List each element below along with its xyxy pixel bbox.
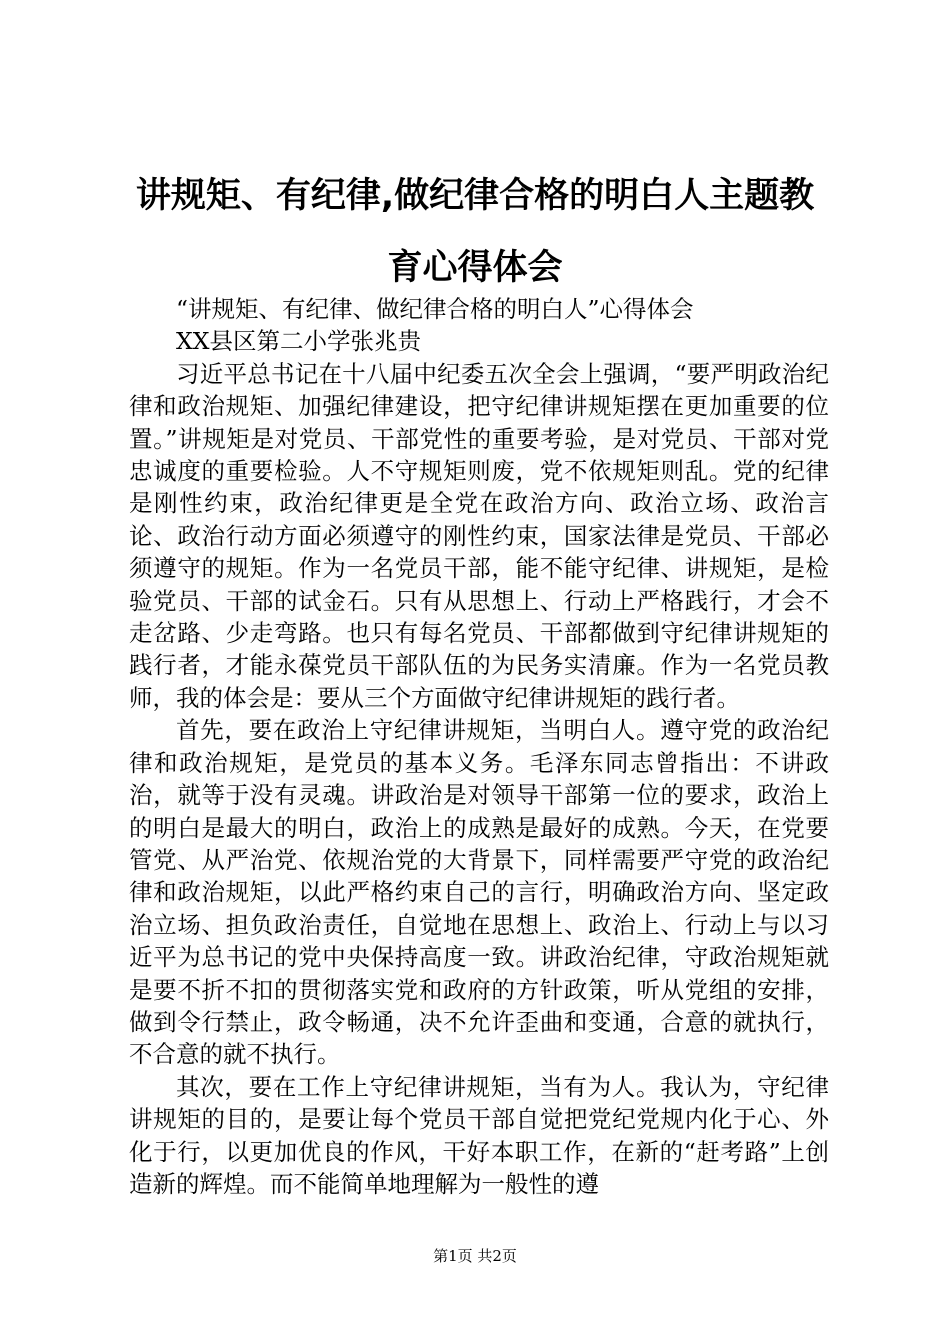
document-title: 讲规矩、有纪律,做纪律合格的明白人主题教育心得体会 xyxy=(135,176,815,288)
body-paragraph: 习近平总书记在十八届中纪委五次全会上强调，“要严明政治纪律和政治规矩、加强纪律建设，把守纪律讲规矩摆在更加重要的位置。”讲规矩是对党员、干部党性的重要考验，是对党员、干部对党忠诚度的重要检验。人不守规矩则废，党不依规矩则乱。党的纪律是刚性约束，政治纪律更是全党在政治方向、政治立场、政治言论、政治行动方面必须遵守的刚性约束，国家法律是党员、干部必须遵守的规矩。作为一名党员干部，能不能守纪律、讲规矩，是检验党员、干部的试金石。只有从思想上、行动上严格践行，才会不走岔路、少走弯路。也只有每名党员、干部都做到守纪律讲规矩的践行者，才能永葆党员干部队伍的为民务实清廉。作为一名党员教师，我的体会是：要从三个方面做守纪律讲规矩的践行者。 xyxy=(129,359,829,712)
document-body xyxy=(129,293,829,1200)
document-subtitle: “讲规矩、有纪律、做纪律合格的明白人”心得体会 xyxy=(176,295,694,323)
page-footer xyxy=(0,1246,950,1266)
body-paragraph: 其次，要在工作上守纪律讲规矩，当有为人。我认为，守纪律讲规矩的目的，是要让每个党员干部自觉把党纪党规内化于心、外化于行，以更加优良的作风，干好本职工作，在新的“赶考路”上创造新的辉煌。而不能简单地理解为一般性的遵 xyxy=(129,1072,829,1198)
author-line: XX县区第二小学张兆贵 xyxy=(176,327,421,356)
page-number: 第1页 共2页 xyxy=(433,1247,517,1265)
body-paragraph: 首先，要在政治上守纪律讲规矩，当明白人。遵守党的政治纪律和政治规矩，是党员的基本义务。毛泽东同志曾指出：不讲政治，就等于没有灵魂。讲政治是对领导干部第一位的要求，政治上的明白是最大的明白，政治上的成熟是最好的成熟。今天，在党要管党、从严治党、依规治党的大背景下，同样需要严守党的政治纪律和政治规矩，以此严格约束自己的言行，明确政治方向、坚定政治立场、担负政治责任，自觉地在思想上、政治上、行动上与以习近平为总书记的党中央保持高度一致。讲政治纪律，守政治规矩就是要不折不扣的贯彻落实党和政府的方针政策，听从党组的安排，做到令行禁止，政令畅通，决不允许歪曲和变通，合意的就执行，不合意的就不执行。 xyxy=(129,716,829,1069)
